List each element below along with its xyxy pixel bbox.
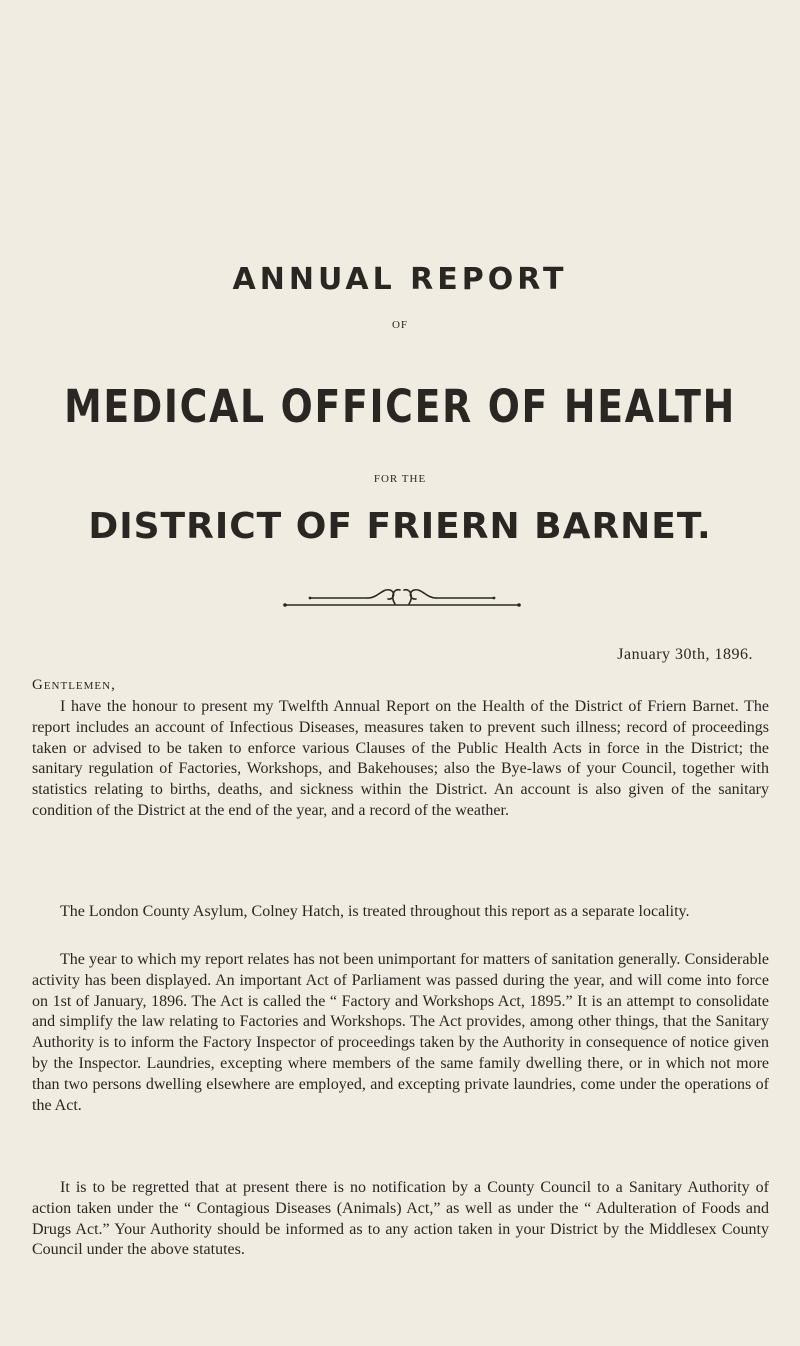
heading-for-the: FOR THE: [373, 473, 427, 485]
letter-date: January 30th, 1896.: [617, 646, 753, 663]
heading-district: DISTRICT OF FRIERN BARNET.: [88, 506, 712, 547]
heading-annual-report: ANNUAL REPORT: [232, 262, 568, 297]
divider-flourish-icon: [282, 582, 522, 612]
paragraph-3: [32, 950, 769, 1116]
paragraph-text: It is to be regretted that at present there is no notification by a County Council to a Sanitary Authority of action taken under the “ Contagious Diseases (Animals) Act,” as well as under the “ Adulteration of Foods and Drugs Act.” Your Authority should be informed as to any action taken in your District by the Middlesex County Council under the above statutes.: [32, 1179, 769, 1259]
salutation: Gentlemen,: [32, 677, 116, 693]
heading-of: OF: [391, 319, 409, 331]
heading-medical-officer: MEDICAL OFFICER OF HEALTH: [64, 380, 736, 433]
paragraph-text: The year to which my report relates has not been unimportant for matters of sanitation generally. Considerable activity has been displayed. An important Act of Parliament was passed during the year, and will come into force on 1st of January, 1896. The Act is called the “ Factory and Workshops Act, 1895.” It is an attempt to consolidate and simplify the law relating to Factories and Workshops. The Act provides, among other things, that the Sanitary Authority is to inform the Factory Inspector of proceedings taken by the Authority in consequence of notice given by the Inspector. Laundries, excepting where members of the same family dwelling there, or in which not more than two persons dwelling elsewhere are employed, and excepting private laundries, come under the operations of the Act.: [32, 951, 769, 1114]
paragraph-text: The London County Asylum, Colney Hatch, is treated throughout this report as a separate locality.: [60, 903, 690, 920]
paragraph-4: [32, 1178, 769, 1261]
paragraph-text: I have the honour to present my Twelfth Annual Report on the Health of the District of Friern Barnet. The report includes an account of Infectious Diseases, measures taken to prevent such illness; record of proceedings taken or advised to be taken to enforce various Clauses of the Public Health Acts in force in the District; the sanitary regulation of Factories, Workshops, and Bakehouses; also the Bye-laws of your Council, together with statistics relating to births, deaths, and sickness within the District. An account is also given of the sanitary condition of the District at the end of the year, and a record of the weather.: [32, 698, 769, 819]
paragraph-2: [32, 902, 769, 923]
paragraph-1: [32, 697, 769, 822]
